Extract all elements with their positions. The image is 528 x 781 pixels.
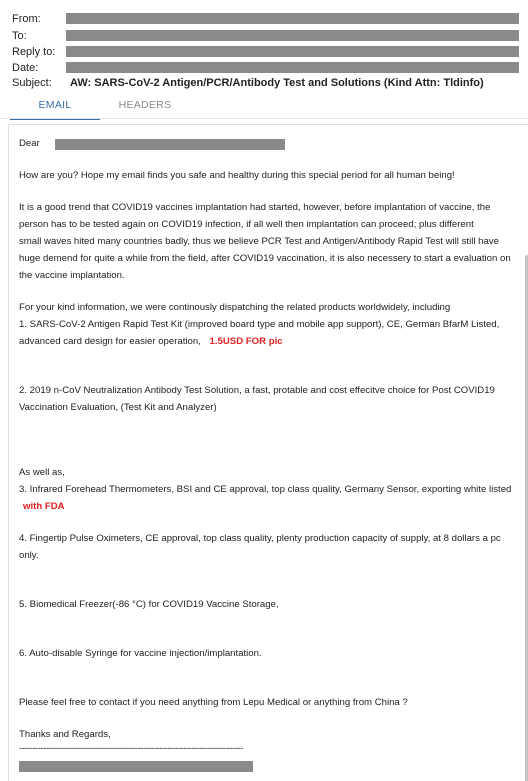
item-3-fda-highlight: with FDA	[23, 501, 65, 512]
paragraph-trend-line-5: the vaccine implantation.	[19, 270, 125, 281]
item-1-price-highlight: 1.5USD FOR pic	[209, 336, 283, 347]
paragraph-contact: Please feel free to contact if you need anything from Lepu Medical or anything from China ?	[19, 697, 408, 708]
paragraph-trend-line-3: small waves hited many countries badly, thus we believe PCR Test and Antigen/Antibody Rapid Test will still have	[19, 236, 499, 247]
signature-redaction	[19, 761, 253, 772]
tab-divider	[0, 118, 528, 119]
item-1-line-1: 1. SARS-CoV-2 Antigen Rapid Test Kit (improved board type and mobile app support), CE, German BfarM Listed,	[19, 319, 500, 330]
subject-value: AW: SARS-CoV-2 Antigen/PCR/Antibody Test and Solutions (Kind Attn: Tldinfo)	[70, 77, 484, 89]
signature-separator: -----------------------------------------------------------------------------------	[19, 743, 243, 754]
from-label: From:	[12, 13, 41, 25]
item-5: 5. Biomedical Freezer(-86 °C) for COVID19 Vaccine Storage,	[19, 599, 279, 610]
email-header	[0, 0, 528, 92]
email-body	[8, 124, 528, 781]
to-label: To:	[12, 30, 27, 42]
item-2-line-1: 2. 2019 n-CoV Neutralization Antibody Test Solution, a fast, protable and cost effecitve choice for Post COVID19	[19, 385, 495, 396]
replyto-redaction	[66, 46, 519, 57]
tab-email[interactable]: EMAIL	[10, 94, 100, 120]
subject-row	[12, 76, 522, 90]
paragraph-trend-line-2: person has to be tested again on COVID19 infection, if all well then implantation can proceed; plus different	[19, 219, 474, 230]
view-tabs	[0, 94, 528, 120]
greeting: Dear	[19, 138, 40, 149]
item-1-text: advanced card design for easier operation,	[19, 336, 201, 347]
item-3-line-1: 3. Infrared Forehead Thermometers, BSI and CE approval, top class quality, Germany Sensor, exporting white listed	[19, 484, 512, 495]
item-4-line-1: 4. Fingertip Pulse Oximeters, CE approval, top class quality, plenty production capacity of supply, at 8 dollars a pc	[19, 533, 501, 544]
item-1-line-2	[19, 335, 283, 349]
from-redaction	[66, 13, 519, 24]
paragraph-trend-line-4: huge demend for quite a while from the field, after COVID19 vaccination, it is also necessery to start a evaluation on	[19, 253, 511, 264]
paragraph-products-intro: For your kind information, we were continously dispatching the related products worldwidely, including	[19, 302, 451, 313]
date-redaction	[66, 62, 519, 73]
paragraph-intro: How are you? Hope my email finds you safe and healthy during this special period for all human being!	[19, 170, 455, 181]
sign-off: Thanks and Regards,	[19, 729, 111, 740]
subject-label: Subject:	[12, 77, 52, 89]
date-label: Date:	[12, 62, 39, 74]
item-2-line-2: Vaccination Evaluation, (Test Kit and Analyzer)	[19, 402, 217, 413]
to-redaction	[66, 30, 519, 41]
paragraph-trend-line-1: It is a good trend that COVID19 vaccines implantation had started, however, before implantation of vaccine, the	[19, 202, 491, 213]
item-4-line-2: only.	[19, 550, 39, 561]
as-well-as: As well as,	[19, 467, 65, 478]
replyto-label: Reply to:	[12, 46, 56, 58]
item-6: 6. Auto-disable Syringe for vaccine injection/implantation.	[19, 648, 262, 659]
tab-headers[interactable]: HEADERS	[118, 99, 172, 111]
recipient-name-redaction	[55, 139, 285, 150]
